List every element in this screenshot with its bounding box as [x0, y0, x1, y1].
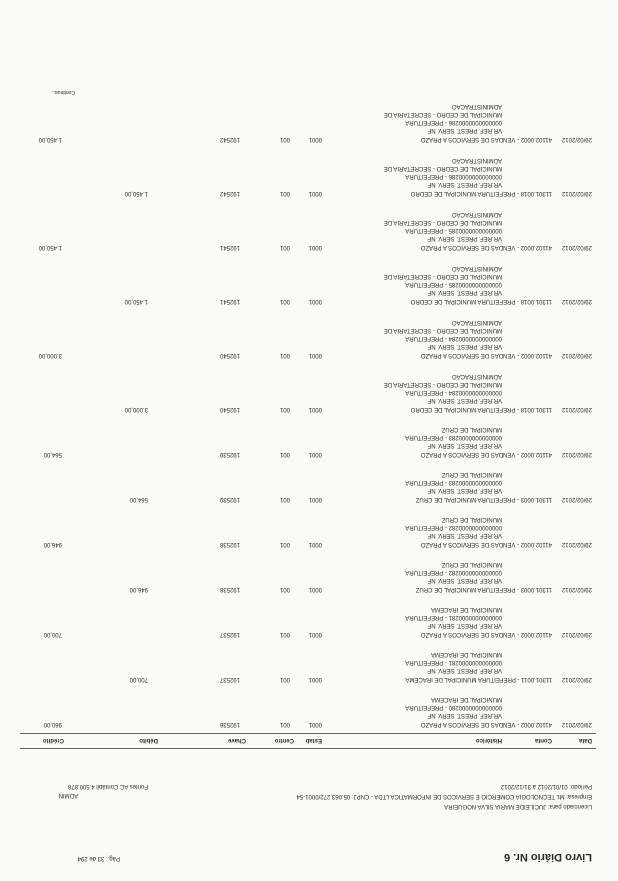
history-line: 0000000000000282 - PREFEITURA	[405, 569, 502, 575]
entry-date: 29/02/2012	[561, 451, 592, 457]
entry-debit: 564,00	[129, 496, 148, 502]
entry-history	[405, 605, 502, 629]
entry-key: 192540	[219, 406, 240, 412]
entry-date: 29/02/2012	[561, 190, 592, 196]
history-line: 0000000000000285 - PREFEITURA	[405, 281, 502, 287]
history-line: ADMINISTRACAO	[451, 211, 502, 217]
history-line: MUNICIPAL DE CRUZ	[441, 471, 502, 477]
licensee-line: Licenciado para: JUCILEIDE MARIA SILVA NOGUEIRA	[444, 803, 592, 809]
history-line: VR.REF. PREST. SERV. NF	[427, 289, 502, 295]
history-line: VR.REF. PREST. SERV. NF	[427, 487, 502, 493]
entry-estab: 0001	[308, 298, 322, 304]
entry-history	[384, 372, 502, 404]
entry-account: 41102.0002 - VENDAS DE SERVICOS A PRAZO	[420, 451, 552, 457]
entry-centro: 001	[279, 136, 290, 142]
entry-history	[405, 560, 502, 584]
col-chave: Chave	[227, 737, 246, 743]
user-name: ADMIN	[58, 792, 78, 798]
history-line: 0000000000000283 - PREFEITURA	[405, 479, 502, 485]
history-line: MUNICIPAL DE IRACEMA	[430, 651, 502, 657]
history-line: MUNICIPAL DE CEDRO - SECRETARIA DE	[383, 327, 502, 333]
entry-date: 29/02/2012	[561, 541, 592, 547]
entry-history	[405, 515, 502, 539]
entry-debit: 1.450,00	[124, 298, 148, 304]
entry-centro: 001	[279, 406, 290, 412]
history-line: MUNICIPAL DE CRUZ	[441, 561, 502, 567]
entry-centro: 001	[279, 541, 290, 547]
entry-credit: 1.450,00	[38, 244, 62, 250]
history-line: MUNICIPAL DE CRUZ	[441, 426, 502, 432]
entry-history	[384, 318, 502, 350]
entry-estab: 0001	[308, 586, 322, 592]
entry-date: 29/02/2012	[561, 676, 592, 682]
history-line: MUNICIPAL DE CEDRO - SECRETARIA DE	[383, 273, 502, 279]
history-line: MUNICIPAL DE CEDRO - SECRETARIA DE	[383, 381, 502, 387]
history-line: ADMINISTRACAO	[451, 373, 502, 379]
entry-centro: 001	[279, 244, 290, 250]
entry-history	[405, 650, 502, 674]
entry-estab: 0001	[308, 676, 322, 682]
col-centro: Centro	[274, 737, 294, 743]
history-line: 0000000000000280 - PREFEITURA	[405, 704, 502, 710]
entry-date: 29/02/2012	[561, 244, 592, 250]
entry-account: 11301.0018 - PREFEITURA MUNICIPAL DE CEDRO	[410, 190, 552, 196]
history-line: VR.REF. PREST. SERV. NF	[427, 667, 502, 673]
history-line: 0000000000000281 - PREFEITURA	[405, 659, 502, 665]
entry-key: 192537	[219, 631, 240, 637]
history-line: VR.REF. PREST. SERV. NF	[427, 127, 502, 133]
entry-estab: 0001	[308, 496, 322, 502]
entry-centro: 001	[279, 721, 290, 727]
history-line: VR.REF. PREST. SERV. NF	[427, 235, 502, 241]
entry-centro: 001	[279, 298, 290, 304]
history-line: MUNICIPAL DE CEDRO - SECRETARIA DE	[383, 219, 502, 225]
entry-date: 29/02/2012	[561, 496, 592, 502]
entry-date: 29/02/2012	[561, 406, 592, 412]
entry-key: 192540	[219, 352, 240, 358]
entry-debit: 3.000,00	[124, 406, 148, 412]
history-line: MUNICIPAL DE CRUZ	[441, 516, 502, 522]
entry-key: 192541	[219, 298, 240, 304]
entry-history	[384, 264, 502, 296]
entry-account: 41102.0002 - VENDAS DE SERVICOS A PRAZO	[420, 631, 552, 637]
entry-estab: 0001	[308, 541, 322, 547]
period-line: Período: 01/01/2012 à 31/12/2012	[500, 783, 592, 789]
entry-centro: 001	[279, 352, 290, 358]
entry-key: 192542	[219, 136, 240, 142]
entry-credit: 960,00	[43, 721, 62, 727]
entry-credit: 946,00	[43, 541, 62, 547]
entry-centro: 001	[279, 631, 290, 637]
entry-key: 192542	[219, 190, 240, 196]
entry-estab: 0001	[308, 136, 322, 142]
entry-credit: 1.450,00	[38, 136, 62, 142]
entry-key: 192539	[219, 451, 240, 457]
entry-date: 29/02/2012	[561, 631, 592, 637]
col-account: Conta	[535, 737, 552, 743]
entry-date: 29/02/2012	[561, 136, 592, 142]
history-line: MUNICIPAL DE CEDRO - SECRETARIA DE	[383, 111, 502, 117]
entry-key: 192536	[219, 721, 240, 727]
entry-key: 192539	[219, 496, 240, 502]
entry-account: 11301.0003 - PREFEITURA MUNICIPAL DE CRUZ	[415, 586, 552, 592]
history-line: VR.REF. PREST. SERV. NF	[427, 532, 502, 538]
entry-history	[384, 102, 502, 134]
history-line: ADMINISTRACAO	[451, 157, 502, 163]
entry-estab: 0001	[308, 451, 322, 457]
history-line: 0000000000000284 - PREFEITURA	[405, 389, 502, 395]
entry-key: 192541	[219, 244, 240, 250]
history-line: 0000000000000286 - PREFEITURA	[405, 173, 502, 179]
col-debit: Débito	[139, 737, 158, 743]
entry-credit: 3.000,00	[38, 352, 62, 358]
header-rule-top	[20, 748, 596, 749]
entry-date: 29/02/2012	[561, 352, 592, 358]
history-line: VR.REF. PREST. SERV. NF	[427, 622, 502, 628]
entry-estab: 0001	[308, 631, 322, 637]
entry-centro: 001	[279, 190, 290, 196]
col-credit: Crédito	[43, 737, 64, 743]
entry-key: 192537	[219, 676, 240, 682]
history-line: VR.REF. PREST. SERV. NF	[427, 577, 502, 583]
entry-history	[405, 695, 502, 719]
history-line: MUNICIPAL DE IRACEMA	[430, 606, 502, 612]
continues-label: Continua...	[50, 89, 75, 95]
entry-debit: 1.450,00	[124, 190, 148, 196]
history-line: 0000000000000285 - PREFEITURA	[405, 227, 502, 233]
entry-debit: 700,00	[129, 676, 148, 682]
sources-line: Fontes AC Contábil 4.500.878	[67, 783, 148, 789]
entry-date: 29/02/2012	[561, 721, 592, 727]
entry-centro: 001	[279, 496, 290, 502]
history-line: VR.REF. PREST. SERV. NF	[427, 181, 502, 187]
history-line: VR.REF. PREST. SERV. NF	[427, 442, 502, 448]
entry-centro: 001	[279, 451, 290, 457]
entry-credit: 564,00	[43, 451, 62, 457]
entry-key: 192538	[219, 586, 240, 592]
history-line: ADMINISTRACAO	[451, 319, 502, 325]
page-number: Pág.: 33 de 294	[77, 855, 120, 861]
entry-estab: 0001	[308, 244, 322, 250]
entry-credit: 700,00	[43, 631, 62, 637]
history-line: VR.REF. PREST. SERV. NF	[427, 343, 502, 349]
entry-estab: 0001	[308, 190, 322, 196]
entry-account: 41102.0002 - VENDAS DE SERVICOS A PRAZO	[420, 541, 552, 547]
history-line: VR.REF. PREST. SERV. NF	[427, 397, 502, 403]
company-line: Empresa: ML TECNOLOGIA COMERCIO E SERVICOS DE INFORMATICA LTDA - CNPJ: 05.063.272/0001-54	[296, 793, 592, 799]
entry-debit: 946,00	[129, 586, 148, 592]
header-rule-bottom	[20, 733, 596, 734]
entry-account: 41102.0002 - VENDAS DE SERVICOS A PRAZO	[420, 352, 552, 358]
col-estab: Estab	[305, 737, 322, 743]
history-line: ADMINISTRACAO	[451, 265, 502, 271]
entry-history	[384, 210, 502, 242]
entry-account: 11301.0003 - PREFEITURA MUNICIPAL DE CRUZ	[415, 496, 552, 502]
entry-account: 41102.0002 - VENDAS DE SERVICOS A PRAZO	[420, 721, 552, 727]
history-line: 0000000000000283 - PREFEITURA	[405, 434, 502, 440]
entry-history	[405, 470, 502, 494]
history-line: MUNICIPAL DE CEDRO - SECRETARIA DE	[383, 165, 502, 171]
entry-centro: 001	[279, 586, 290, 592]
entry-estab: 0001	[308, 352, 322, 358]
history-line: 0000000000000286 - PREFEITURA	[405, 119, 502, 125]
history-line: VR.REF. PREST. SERV. NF	[427, 712, 502, 718]
entry-centro: 001	[279, 676, 290, 682]
col-history: Histórico	[475, 737, 502, 743]
entry-account: 41102.0002 - VENDAS DE SERVICOS A PRAZO	[420, 244, 552, 250]
history-line: MUNICIPAL DE IRACEMA	[430, 696, 502, 702]
history-line: ADMINISTRACAO	[451, 103, 502, 109]
entry-estab: 0001	[308, 406, 322, 412]
entry-date: 29/02/2012	[561, 298, 592, 304]
entry-account: 41102.0002 - VENDAS DE SERVICOS A PRAZO	[420, 136, 552, 142]
entry-history	[384, 156, 502, 188]
entry-account: 11301.0018 - PREFEITURA MUNICIPAL DE CEDRO	[410, 298, 552, 304]
entry-date: 29/02/2012	[561, 586, 592, 592]
entry-account: 11301.0011 - PREFEITURA MUNICIPAL DE IRACEMA	[405, 676, 552, 682]
entry-account: 11301.0018 - PREFEITURA MUNICIPAL DE CEDRO	[410, 406, 552, 412]
entry-key: 192538	[219, 541, 240, 547]
entry-estab: 0001	[308, 721, 322, 727]
book-title: Livro Diário Nr. 6	[503, 851, 592, 863]
entry-history	[405, 425, 502, 449]
col-date: Data	[578, 737, 592, 743]
history-line: 0000000000000281 - PREFEITURA	[405, 614, 502, 620]
history-line: 0000000000000284 - PREFEITURA	[405, 335, 502, 341]
history-line: 0000000000000282 - PREFEITURA	[405, 524, 502, 530]
